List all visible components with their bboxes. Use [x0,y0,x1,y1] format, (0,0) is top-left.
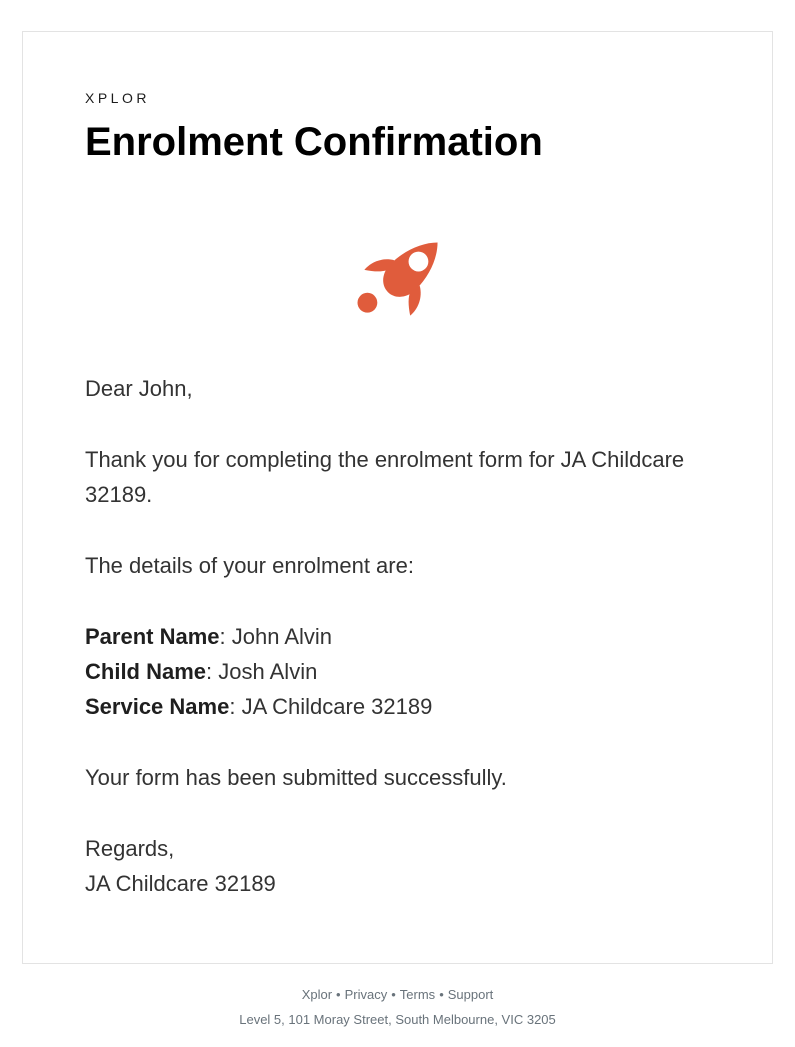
detail-row-parent-name [85,619,710,654]
detail-row-child-name [85,654,710,689]
detail-separator: : [206,659,219,684]
signoff-block [85,831,710,901]
intro-text: Thank you for completing the enrolment form for JA Childcare 32189. [85,447,685,507]
rocket-icon-wrap [85,228,710,323]
footer-separator: • [439,987,444,1002]
detail-value: Josh Alvin [218,659,318,684]
greeting-text: Dear John, [85,376,193,401]
footer-link-privacy[interactable]: Privacy [344,987,388,1002]
footer-separator: • [336,987,341,1002]
details-heading: The details of your enrolment are: [85,553,414,578]
email-body [85,371,710,901]
signoff-text: Regards, [85,836,175,861]
detail-label: Parent Name [85,624,220,649]
page-title: Enrolment Confirmation [85,120,543,164]
footer-link-support[interactable]: Support [447,987,494,1002]
footer-link-terms[interactable]: Terms [399,987,436,1002]
brand-logo: XPLOR [85,90,150,106]
detail-label: Child Name [85,659,207,684]
detail-separator: : [229,694,242,719]
detail-label: Service Name [85,694,230,719]
email-card [22,31,773,964]
detail-row-service-name [85,689,710,724]
rocket-exhaust-shape [357,293,377,313]
footer-links [0,982,795,1007]
rocket-icon [353,228,443,318]
signature-text: JA Childcare 32189 [85,871,276,896]
footer-address: Level 5, 101 Moray Street, South Melbourne, VIC 3205 [239,1012,556,1027]
details-list [85,619,710,724]
footer-link-xplor[interactable]: Xplor [301,987,333,1002]
page [0,31,795,1046]
detail-separator: : [219,624,232,649]
footer [0,982,795,1046]
detail-value: John Alvin [231,624,333,649]
footer-separator: • [391,987,396,1002]
detail-value: JA Childcare 32189 [241,694,433,719]
confirmation-text: Your form has been submitted successfully. [85,765,507,790]
